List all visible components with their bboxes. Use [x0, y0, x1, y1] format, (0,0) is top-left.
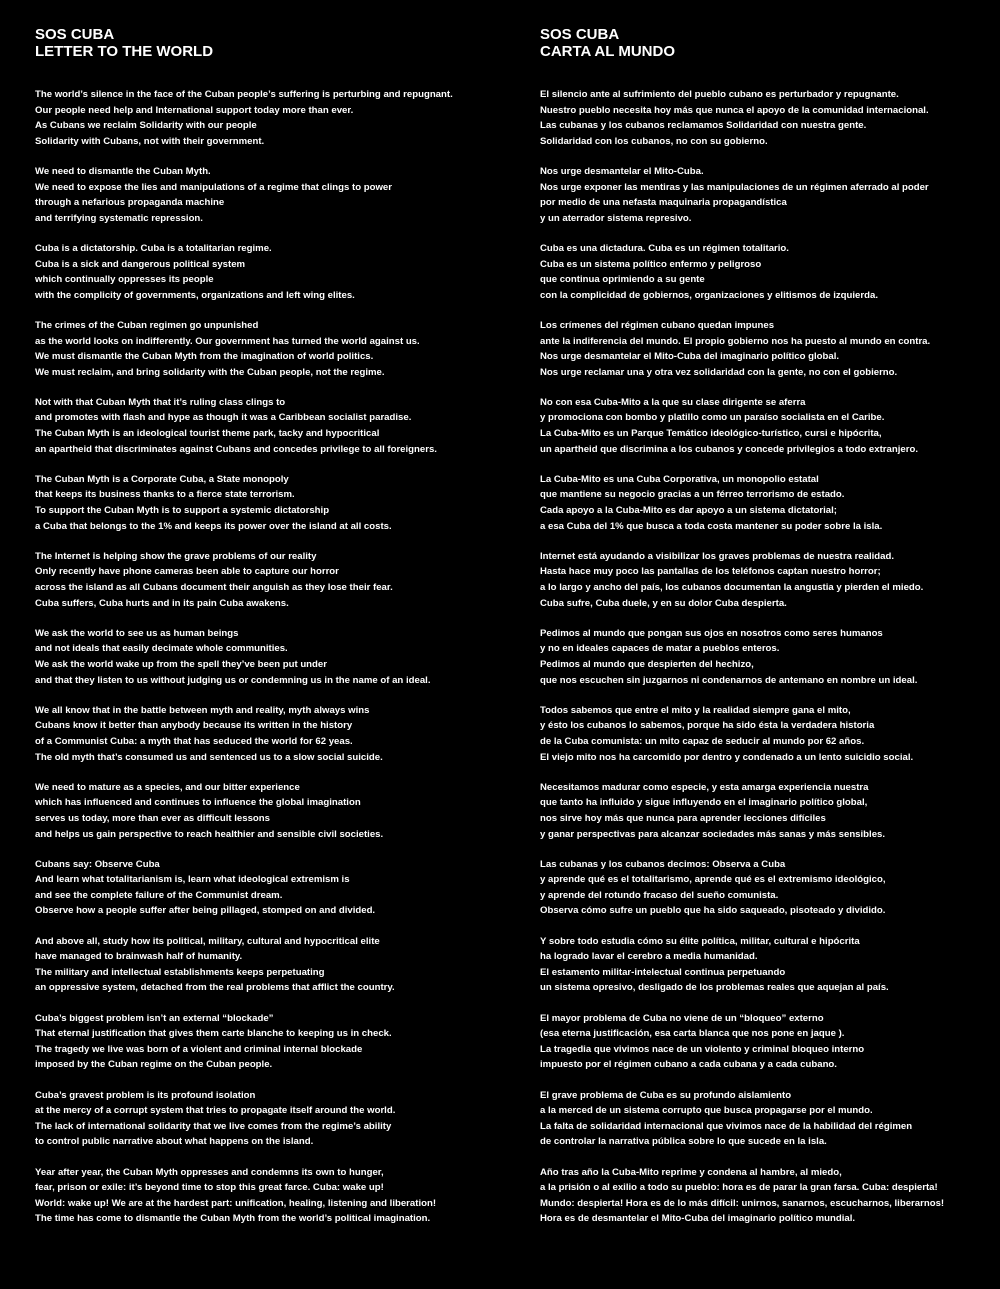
spanish-stanza — [540, 703, 985, 765]
spanish-stanza — [540, 395, 985, 457]
spanish-stanzas — [540, 87, 985, 1227]
english-stanza — [35, 549, 505, 611]
english-text-line: across the island as all Cubans document their anguish as they lose their fear. — [35, 582, 393, 593]
spanish-text-line: que continua oprimiendo a su gente — [540, 274, 705, 286]
spanish-text-line: Cada apoyo a la Cuba-Mito es dar apoyo a un sistema dictatorial; — [540, 505, 837, 517]
english-text-line: serves us today, more than ever as difficult lessons — [35, 812, 270, 824]
spanish-stanza — [540, 318, 985, 380]
spanish-stanza — [540, 549, 985, 611]
spanish-text-line: un sistema opresivo, desligado de los problemas reales que aquejan al país. — [540, 982, 889, 994]
english-text-line: World: wake up! We are at the hardest part: unification, healing, listening and liberation! — [35, 1197, 437, 1209]
spanish-stanza — [540, 1011, 985, 1073]
english-text-line: Cubans know it better than anybody because its written in the history — [35, 720, 353, 732]
english-stanza — [35, 395, 505, 457]
spanish-text-line: La falta de solidaridad internacional que vivimos nace de la habilidad del régimen — [540, 1120, 913, 1132]
english-stanza — [35, 780, 505, 842]
spanish-title — [540, 26, 985, 60]
english-text-line: The crimes of the Cuban regimen go unpunished — [35, 319, 259, 331]
english-text-line: The lack of international solidarity that we live comes from the regime’s ability — [35, 1120, 392, 1132]
spanish-text-line: Nos urge desmantelar el Mito-Cuba del imaginario político global. — [540, 351, 840, 363]
english-text-line: We need to expose the lies and manipulations of a regime that clings to power — [35, 181, 392, 193]
english-text-line: Cuba is a dictatorship. Cuba is a totalitarian regime. — [35, 242, 272, 254]
spanish-text-line: ha logrado lavar el cerebro a media humanidad. — [540, 951, 758, 963]
english-text-line: Observe how a people suffer after being pillaged, stomped on and divided. — [35, 905, 376, 917]
english-text-line: and that they listen to us without judging us or condemning us in the name of an ideal. — [35, 674, 431, 686]
spanish-text-line: a esa Cuba del 1% que busca a toda costa mantener su poder sobre la isla. — [540, 520, 883, 532]
english-stanza — [35, 241, 505, 303]
spanish-text-line: Cuba sufre, Cuba duele, y en su dolor Cuba despierta. — [540, 597, 787, 609]
english-stanza — [35, 703, 505, 765]
english-text-line: The tragedy we live was born of a violent and criminal internal blockade — [35, 1043, 363, 1055]
spanish-text-line: y no en ideales capaces de matar a pueblos enteros. — [540, 643, 780, 655]
english-stanzas — [35, 87, 505, 1227]
spanish-text-line: Cuba es una dictadura. Cuba es un régimen totalitario. — [540, 242, 789, 254]
english-text-line: an oppressive system, detached from the real problems that afflict the country. — [35, 982, 395, 994]
spanish-text-line: Pedimos al mundo que despierten del hechizo, — [540, 658, 754, 670]
english-text-line: We must reclaim, and bring solidarity with the Cuban people, not the regime. — [35, 366, 385, 378]
spanish-text-line: de controlar la narrativa pública sobre lo que sucede en la isla. — [540, 1136, 827, 1148]
spanish-text-line: con la complicidad de gobiernos, organizaciones y elitismos de izquierda. — [540, 289, 878, 301]
english-stanza — [35, 1165, 505, 1227]
english-text-line: And above all, study how its political, military, cultural and hypocritical elite — [35, 935, 380, 947]
spanish-text-line: La Cuba-Mito es un Parque Temático ideológico-turístico, cursi e hipócrita, — [540, 428, 882, 440]
spanish-text-line: El grave problema de Cuba es su profundo aislamiento — [540, 1089, 792, 1101]
english-text-line: an apartheid that discriminates against Cubans and concedes privilege to all foreigners. — [35, 443, 437, 455]
spanish-stanza — [540, 857, 985, 919]
english-text-line: We need to mature as a species, and our bitter experience — [35, 781, 300, 793]
spanish-text-line: El mayor problema de Cuba no viene de un “bloqueo” externo — [540, 1012, 824, 1024]
spanish-text-line: y promociona con bombo y platillo como un paraíso socialista en el Caribe. — [540, 412, 885, 424]
english-stanza — [35, 164, 505, 226]
spanish-text-line: a la merced de un sistema corrupto que busca propagarse por el mundo. — [540, 1105, 873, 1117]
english-text-line: which continually oppresses its people — [35, 274, 214, 286]
english-text-line: We need to dismantle the Cuban Myth. — [35, 165, 211, 177]
spanish-stanza — [540, 1088, 985, 1150]
spanish-text-line: Cuba es un sistema político enfermo y peligroso — [540, 258, 762, 270]
english-text-line: That eternal justification that gives them carte blanche to keeping us in check. — [35, 1028, 392, 1040]
spanish-text-line: (esa eterna justificación, esa carta blanca que nos pone en jaque ). — [540, 1028, 845, 1040]
english-text-line: fear, prison or exile: it’s beyond time to stop this great farce. Cuba: wake up! — [35, 1182, 384, 1194]
spanish-text-line: La tragedia que vivimos nace de un violento y criminal bloqueo interno — [540, 1043, 865, 1055]
spanish-stanza — [540, 241, 985, 303]
english-text-line: The time has come to dismantle the Cuban Myth from the world’s political imagination. — [35, 1213, 431, 1225]
spanish-text-line: de la Cuba comunista: un mito capaz de seducir al mundo por 62 años. — [540, 735, 865, 747]
spanish-text-line: Observa cómo sufre un pueblo que ha sido saqueado, pisoteado y dividido. — [540, 905, 886, 917]
spanish-stanza — [540, 164, 985, 226]
spanish-title-line-1: SOS CUBA — [540, 26, 620, 43]
spanish-stanza — [540, 472, 985, 534]
english-stanza — [35, 626, 505, 688]
spanish-title-line-2: CARTA AL MUNDO — [540, 43, 675, 60]
spanish-text-line: y un aterrador sistema represivo. — [540, 212, 692, 224]
english-text-line: with the complicity of governments, organizations and left wing elites. — [35, 289, 355, 301]
english-text-line: We all know that in the battle between myth and reality, myth always wins — [35, 704, 370, 716]
english-text-line: and helps us gain perspective to reach healthier and sensible civil societies. — [35, 828, 384, 840]
english-text-line: through a nefarious propaganda machine — [35, 197, 225, 209]
spanish-text-line: Internet está ayudando a visibilizar los graves problemas de nuestra realidad. — [540, 550, 895, 562]
spanish-text-line: La Cuba-Mito es una Cuba Corporativa, un monopolio estatal — [540, 473, 819, 485]
spanish-text-line: El viejo mito nos ha carcomido por dentro y condenado a un lento suicidio social. — [540, 751, 914, 763]
spanish-text-line: Necesitamos madurar como especie, y esta amarga experiencia nuestra — [540, 781, 869, 793]
spanish-text-line: y aprende del rotundo fracaso del sueño comunista. — [540, 889, 779, 901]
spanish-text-line: y ganar perspectivas para alcanzar sociedades más sanas y más sensibles. — [540, 828, 886, 840]
english-text-line: As Cubans we reclaim Solidarity with our people — [35, 120, 257, 132]
spanish-stanza — [540, 626, 985, 688]
spanish-stanza — [540, 934, 985, 996]
spanish-text-line: y ésto los cubanos lo sabemos, porque ha sido ésta la verdadera historia — [540, 720, 875, 732]
spanish-text-line: Nos urge exponer las mentiras y las manipulaciones de un régimen aferrado al poder — [540, 181, 929, 193]
english-text-line: and see the complete failure of the Communist dream. — [35, 889, 283, 901]
english-column — [35, 26, 505, 1242]
spanish-text-line: Mundo: despierta! Hora es de lo más difícil: unirnos, sanarnos, escucharnos, liberarnos! — [540, 1197, 945, 1209]
spanish-text-line: Hora es de desmantelar el Mito-Cuba del imaginario político mundial. — [540, 1213, 856, 1225]
english-text-line: Cuba suffers, Cuba hurts and in its pain Cuba awakens. — [35, 597, 289, 609]
english-text-line: of a Communist Cuba: a myth that has seduced the world for 62 yeas. — [35, 735, 353, 747]
spanish-text-line: Y sobre todo estudia cómo su élite política, militar, cultural e hipócrita — [540, 935, 860, 947]
spanish-column — [540, 26, 985, 1242]
spanish-text-line: Año tras año la Cuba-Mito reprime y condena al hambre, al miedo, — [540, 1166, 842, 1178]
english-title-line-1: SOS CUBA — [35, 26, 115, 43]
english-text-line: and terrifying systematic repression. — [35, 212, 203, 224]
spanish-text-line: Los crímenes del régimen cubano quedan impunes — [540, 319, 775, 331]
english-stanza — [35, 934, 505, 996]
spanish-text-line: a lo largo y ancho del país, los cubanos documentan la angustia y pierden el miedo. — [540, 582, 924, 593]
english-text-line: The Cuban Myth is an ideological tourist theme park, tacky and hypocritical — [35, 428, 380, 440]
english-text-line: We ask the world wake up from the spell they’ve been put under — [35, 658, 327, 670]
english-title — [35, 26, 505, 60]
spanish-text-line: que mantiene su negocio gracias a un férreo terrorismo de estado. — [540, 489, 845, 501]
english-text-line: Year after year, the Cuban Myth oppresses and condemns its own to hunger, — [35, 1166, 384, 1178]
spanish-text-line: Nos urge desmantelar el Mito-Cuba. — [540, 165, 704, 177]
spanish-text-line: un apartheid que discrimina a los cubanos y concede privilegios a todo extranjero. — [540, 443, 918, 455]
spanish-stanza — [540, 1165, 985, 1227]
english-text-line: To support the Cuban Myth is to support a systemic dictatorship — [35, 505, 330, 517]
english-text-line: have managed to brainwash half of humanity. — [35, 951, 243, 963]
english-text-line: Not with that Cuban Myth that it’s ruling class clings to — [35, 396, 286, 408]
english-text-line: The Cuban Myth is a Corporate Cuba, a State monopoly — [35, 473, 289, 485]
spanish-text-line: nos sirve hoy más que nunca para aprender lecciones difíciles — [540, 812, 826, 824]
english-text-line: Our people need help and International support today more than ever. — [35, 104, 354, 116]
spanish-text-line: impuesto por el régimen cubano a cada cubana y a cada cubano. — [540, 1059, 837, 1071]
english-text-line: Cuba’s gravest problem is its profound isolation — [35, 1089, 256, 1101]
english-text-line: imposed by the Cuban regime on the Cuban people. — [35, 1059, 273, 1071]
spanish-text-line: Pedimos al mundo que pongan sus ojos en nosotros como seres humanos — [540, 627, 883, 639]
english-text-line: and promotes with flash and hype as though it was a Caribbean socialist paradise. — [35, 412, 412, 424]
english-text-line: We ask the world to see us as human beings — [35, 627, 239, 639]
english-title-line-2: LETTER TO THE WORLD — [35, 43, 214, 60]
spanish-text-line: Nos urge reclamar una y otra vez solidaridad con la gente, no con el gobierno. — [540, 366, 898, 378]
english-text-line: Only recently have phone cameras been able to capture our horror — [35, 566, 339, 578]
english-text-line: We must dismantle the Cuban Myth from the imagination of world politics. — [35, 351, 374, 363]
english-text-line: that keeps its business thanks to a fierce state terrorism. — [35, 489, 295, 501]
english-text-line: Cuba is a sick and dangerous political system — [35, 258, 246, 270]
english-stanza — [35, 1088, 505, 1150]
spanish-text-line: El silencio ante al sufrimiento del pueblo cubano es perturbador y repugnante. — [540, 89, 899, 100]
english-text-line: The Internet is helping show the grave problems of our reality — [35, 550, 317, 562]
english-text-line: a Cuba that belongs to the 1% and keeps its power over the island at all costs. — [35, 520, 392, 532]
spanish-stanza — [540, 87, 985, 149]
english-text-line: Solidarity with Cubans, not with their government. — [35, 135, 265, 147]
english-stanza — [35, 318, 505, 380]
spanish-text-line: El estamento militar-intelectual continua perpetuando — [540, 966, 786, 978]
english-text-line: at the mercy of a corrupt system that tries to propagate itself around the world. — [35, 1105, 396, 1117]
spanish-text-line: No con esa Cuba-Mito a la que su clase dirigente se aferra — [540, 396, 806, 408]
spanish-text-line: y aprende qué es el totalitarismo, aprende qué es el extremismo ideológico, — [540, 874, 886, 886]
spanish-text-line: Solidaridad con los cubanos, no con su gobierno. — [540, 135, 768, 147]
english-text-line: as the world looks on indifferently. Our government has turned the world against us. — [35, 335, 420, 347]
spanish-text-line: que nos escuchen sin juzgarnos ni condenarnos de antemano en nombre un ideal. — [540, 674, 918, 686]
spanish-stanza — [540, 780, 985, 842]
english-text-line: to control public narrative about what happens on the island. — [35, 1136, 314, 1148]
spanish-text-line: ante la indiferencia del mundo. El propio gobierno nos ha puesto al mundo en contra. — [540, 335, 931, 347]
english-text-line: The military and intellectual establishments keeps perpetuating — [35, 966, 325, 978]
spanish-text-line: a la prisión o al exilio a todo su pueblo: hora es de parar la gran farsa. Cuba: despierta! — [540, 1182, 938, 1194]
spanish-text-line: Todos sabemos que entre el mito y la realidad siempre gana el mito, — [540, 704, 851, 716]
spanish-text-line: Nuestro pueblo necesita hoy más que nunca el apoyo de la comunidad internacional. — [540, 104, 929, 116]
english-stanza — [35, 87, 505, 149]
spanish-text-line: Las cubanas y los cubanos decimos: Observa a Cuba — [540, 858, 786, 870]
spanish-text-line: por medio de una nefasta maquinaria propagandística — [540, 197, 787, 209]
english-text-line: Cuba’s biggest problem isn’t an external “blockade” — [35, 1012, 274, 1024]
english-stanza — [35, 857, 505, 919]
english-stanza — [35, 472, 505, 534]
spanish-text-line: Hasta hace muy poco las pantallas de los teléfonos captan nuestro horror; — [540, 566, 881, 578]
english-text-line: The old myth that’s consumed us and sentenced us to a slow social suicide. — [35, 751, 383, 763]
english-text-line: which has influenced and continues to influence the global imagination — [35, 797, 361, 809]
english-text-line: Cubans say: Observe Cuba — [35, 858, 160, 870]
spanish-text-line: Las cubanas y los cubanos reclamamos Solidaridad con nuestra gente. — [540, 120, 867, 132]
spanish-text-line: que tanto ha influido y sigue influyendo en el imaginario político global, — [540, 797, 868, 809]
english-text-line: and not ideals that easily decimate whole communities. — [35, 643, 288, 655]
english-text-line: The world’s silence in the face of the Cuban people’s suffering is perturbing and repugnant. — [35, 89, 453, 100]
english-text-line: And learn what totalitarianism is, learn what ideological extremism is — [35, 874, 350, 886]
english-stanza — [35, 1011, 505, 1073]
